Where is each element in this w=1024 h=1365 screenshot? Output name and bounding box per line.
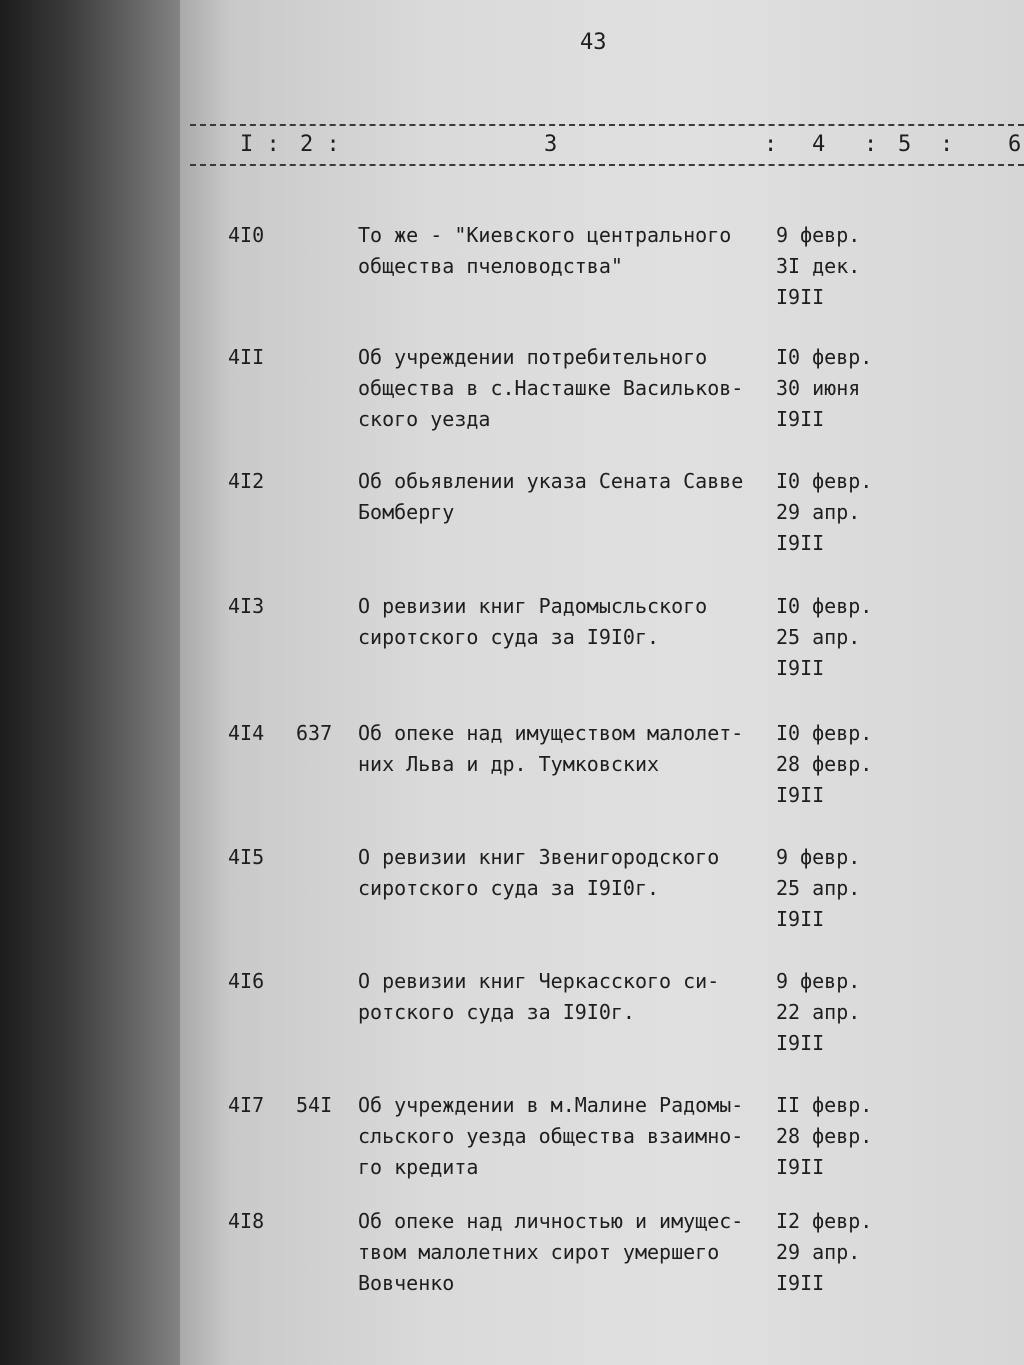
- page-number: 43: [580, 30, 607, 55]
- entry-dates: 9 февр. 3I дек. I9II: [776, 223, 861, 309]
- entry-dates: 9 февр. 22 апр. I9II: [776, 969, 861, 1055]
- column-header-2: 2 :: [300, 132, 340, 157]
- entry-dates: I2 февр. 29 апр. I9II: [776, 1209, 873, 1295]
- entry-dates: I0 февр. 25 апр. I9II: [776, 594, 873, 680]
- header-rule-bottom: [190, 164, 1024, 166]
- entry-number: 4I2: [228, 469, 265, 493]
- entry-dates: I0 февр. 29 апр. I9II: [776, 469, 873, 555]
- header-rule-top: [190, 124, 1024, 126]
- entry-ref-number: 637: [296, 721, 333, 745]
- entry-number: 4II: [228, 345, 265, 369]
- entry-number: 4I7: [228, 1093, 265, 1117]
- entry-description: О ревизии книг Звенигородского сиротского суда за I9I0г.: [358, 845, 720, 900]
- entry-description: Об учреждении потребительного общества в с.Насташке Васильков- ского уезда: [358, 345, 744, 431]
- entry-description: Об опеке над имуществом малолет- них Льва и др. Тумковских: [358, 721, 744, 776]
- entry-dates: I0 февр. 30 июня I9II: [776, 345, 873, 431]
- entry-description: О ревизии книг Радомысльского сиротского суда за I9I0г.: [358, 594, 708, 649]
- column-header-4: 4: [812, 132, 826, 157]
- entry-description: Об учреждении в м.Малине Радомы- сльского уезда общества взаимно- го кредита: [358, 1093, 744, 1179]
- entry-dates: 9 февр. 25 апр. I9II: [776, 845, 861, 931]
- entry-dates: II февр. 28 февр. I9II: [776, 1093, 873, 1179]
- entry-number: 4I5: [228, 845, 265, 869]
- column-header-5: 5: [898, 132, 912, 157]
- column-header-1: I :: [240, 132, 280, 157]
- entry-ref-number: 54I: [296, 1093, 333, 1117]
- entry-dates: I0 февр. 28 февр. I9II: [776, 721, 873, 807]
- column-separator-5: :: [940, 132, 954, 157]
- column-separator-4: :: [864, 132, 878, 157]
- entry-description: Об обьявлении указа Сената Савве Бомбергу: [358, 469, 744, 524]
- column-header-6: 6: [1008, 132, 1022, 157]
- entry-number: 4I6: [228, 969, 265, 993]
- column-header-3: 3: [544, 132, 558, 157]
- entry-description: О ревизии книг Черкасского си- ротского суда за I9I0г.: [358, 969, 720, 1024]
- column-separator-3: :: [764, 132, 778, 157]
- entry-description: То же - "Киевского центрального общества пчеловодства": [358, 223, 732, 278]
- book-spine-shadow: [0, 0, 190, 1365]
- entry-number: 4I8: [228, 1209, 265, 1233]
- entry-description: Об опеке над личностью и имущес- твом малолетних сирот умершего Вовченко: [358, 1209, 744, 1295]
- entry-number: 4I0: [228, 223, 265, 247]
- entry-number: 4I4: [228, 721, 265, 745]
- entry-number: 4I3: [228, 594, 265, 618]
